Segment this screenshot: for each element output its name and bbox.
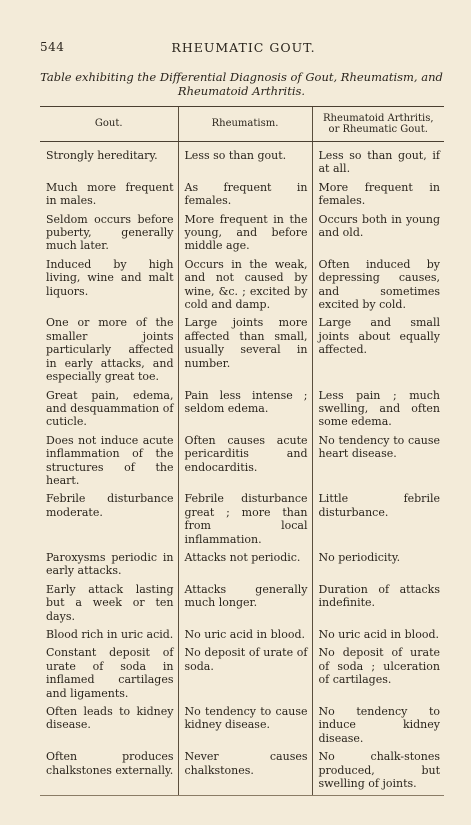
table-body: [40, 142, 444, 796]
table-row: [40, 705, 444, 750]
table-row: [40, 551, 444, 583]
cell-rheumatism: Less so than gout.: [178, 149, 312, 181]
caption-line-1: Table exhibiting the Differential Diagnosis of Gout, Rheumatism, and: [40, 70, 443, 84]
cell-rheumatoid-arthritis: No periodicity.: [312, 551, 444, 583]
cell-rheumatoid-arthritis: No chalk-stones produced, but swelling of joints.: [312, 750, 444, 796]
table-row: [40, 628, 444, 646]
differential-diagnosis-table: [40, 106, 444, 796]
cell-rheumatism: Attacks generally much longer.: [178, 583, 312, 628]
cell-gout: Strongly hereditary.: [46, 149, 158, 162]
cell-gout: Early attack lasting but a week or ten days.: [46, 582, 174, 623]
table-row: [40, 750, 444, 796]
cell-gout: One or more of the smaller joints particularly affected in early attacks, and especially great toe.: [46, 316, 174, 384]
cell-gout: Much more frequent in males.: [46, 180, 174, 208]
cell-rheumatism: Often causes acute pericarditis and endocarditis.: [178, 434, 312, 493]
cell-rheumatism: More frequent in the young, and before middle age.: [178, 213, 312, 258]
cell-gout: Induced by high living, wine and malt liquors.: [46, 257, 174, 298]
cell-gout: Does not induce acute inflammation of the structures of the heart.: [46, 433, 174, 487]
table-caption: [30, 70, 453, 98]
table-row: [40, 583, 444, 628]
table-row: [40, 646, 444, 705]
cell-rheumatism: No uric acid in blood.: [178, 628, 312, 646]
cell-rheumatism: Large joints more affected than small, usually several in number.: [178, 316, 312, 388]
column-header-gout: Gout.: [40, 107, 178, 142]
cell-rheumatoid-arthritis: No deposit of urate of soda ; ulceration of cartilages.: [312, 646, 444, 705]
cell-rheumatism: Occurs in the weak, and not caused by wine, &c. ; excited by cold and damp.: [178, 258, 312, 317]
column-header-rheumatoid-arthritis: Rheumatoid Arthritis, or Rheumatic Gout.: [312, 107, 444, 142]
table-row: [40, 258, 444, 317]
cell-rheumatoid-arthritis: Occurs both in young and old.: [312, 213, 444, 258]
cell-gout: Often produces chalkstones externally.: [40, 750, 178, 796]
column-header-rheumatism: Rheumatism.: [178, 107, 312, 142]
cell-rheumatoid-arthritis: Often induced by depressing causes, and sometimes excited by cold.: [312, 258, 444, 317]
table-row: [40, 181, 444, 213]
cell-gout: Seldom occurs before puberty, generally much later.: [46, 212, 174, 253]
cell-gout: Great pain, edema, and desquammation of cuticle.: [46, 388, 174, 429]
page-header: [40, 40, 447, 58]
table-row: [40, 213, 444, 258]
cell-gout: Constant deposit of urate of soda in inflamed cartilages and ligaments.: [46, 646, 174, 700]
cell-rheumatoid-arthritis: No tendency to induce kidney disease.: [312, 705, 444, 750]
cell-rheumatoid-arthritis: Duration of attacks indefinite.: [312, 583, 444, 628]
cell-gout: Often leads to kidney disease.: [46, 705, 174, 732]
cell-rheumatism: Attacks not periodic.: [178, 551, 312, 583]
cell-rheumatism: No deposit of urate of soda.: [178, 646, 312, 705]
cell-rheumatoid-arthritis: No tendency to cause heart disease.: [312, 434, 444, 493]
table-row: [40, 389, 444, 434]
table-row: [40, 434, 444, 493]
cell-gout: Febrile disturbance moderate.: [46, 492, 174, 519]
cell-rheumatoid-arthritis: Little febrile disturbance.: [312, 492, 444, 551]
cell-rheumatoid-arthritis: More frequent in females.: [312, 181, 444, 213]
cell-gout: Paroxysms periodic in early attacks.: [46, 550, 174, 578]
cell-rheumatoid-arthritis: Less pain ; much swelling, and often some edema.: [312, 389, 444, 434]
table-row: [40, 149, 444, 181]
cell-rheumatism: No tendency to cause kidney disease.: [178, 705, 312, 750]
page-number: 544: [40, 40, 65, 54]
cell-rheumatoid-arthritis: No uric acid in blood.: [312, 628, 444, 646]
cell-rheumatism: Febrile disturbance great ; more than from local inflammation.: [178, 492, 312, 551]
table-spacer-row: [40, 142, 444, 150]
table-header-row: [40, 107, 444, 142]
cell-rheumatism: As frequent in females.: [178, 181, 312, 213]
cell-rheumatism: Pain less intense ; seldom edema.: [178, 389, 312, 434]
cell-rheumatism: Never causes chalkstones.: [178, 750, 312, 796]
cell-rheumatoid-arthritis: Large and small joints about equally affected.: [312, 316, 444, 388]
table-row: [40, 492, 444, 551]
caption-line-2: Rheumatoid Arthritis.: [177, 84, 306, 98]
table-row: [40, 316, 444, 388]
cell-gout: Blood rich in uric acid.: [46, 628, 174, 641]
running-head: RHEUMATIC GOUT.: [171, 40, 316, 55]
cell-rheumatoid-arthritis: Less so than gout, if at all.: [312, 149, 444, 181]
